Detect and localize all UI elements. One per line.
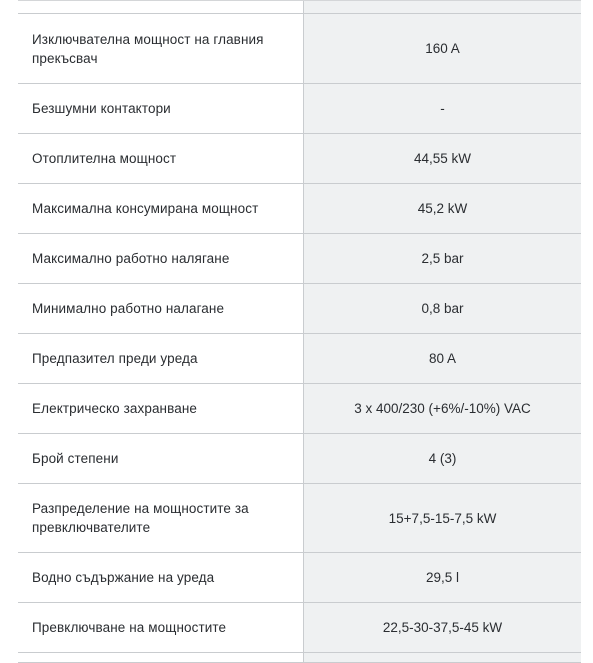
spec-label: Отоплителна мощност bbox=[18, 134, 304, 183]
spec-label: Безшумни контактори bbox=[18, 84, 304, 133]
table-row bbox=[18, 384, 581, 434]
spec-label: Разпределение на мощностите за превключвателите bbox=[18, 484, 304, 552]
spec-label: Брой степени bbox=[18, 434, 304, 483]
table-row bbox=[18, 134, 581, 184]
spec-value: 45,2 kW bbox=[304, 184, 581, 233]
table-row bbox=[18, 434, 581, 484]
spec-value: - bbox=[304, 84, 581, 133]
table-row bbox=[18, 284, 581, 334]
table-row bbox=[18, 234, 581, 284]
spec-label: Електрическо захранване bbox=[18, 384, 304, 433]
table-row bbox=[18, 184, 581, 234]
spec-label: Максимална консумирана мощност bbox=[18, 184, 304, 233]
spec-value: 15+7,5-15-7,5 kW bbox=[304, 484, 581, 552]
spec-value: 44,55 kW bbox=[304, 134, 581, 183]
table-row bbox=[18, 14, 581, 84]
spec-label: Максимално работно налягане bbox=[18, 234, 304, 283]
spec-label-empty bbox=[18, 1, 304, 13]
table-row-partial-bottom bbox=[18, 653, 581, 663]
specifications-table bbox=[18, 0, 581, 663]
spec-label: Минимално работно налагане bbox=[18, 284, 304, 333]
spec-value: 2,5 bar bbox=[304, 234, 581, 283]
table-row bbox=[18, 334, 581, 384]
table-row bbox=[18, 84, 581, 134]
table-row bbox=[18, 553, 581, 603]
spec-label: Водно съдържание на уреда bbox=[18, 553, 304, 602]
spec-label: Превключване на мощностите bbox=[18, 603, 304, 652]
spec-value: 22,5-30-37,5-45 kW bbox=[304, 603, 581, 652]
spec-value-empty bbox=[304, 1, 581, 13]
spec-value: 0,8 bar bbox=[304, 284, 581, 333]
table-row bbox=[18, 484, 581, 553]
spec-value: 160 A bbox=[304, 14, 581, 83]
spec-value: 3 x 400/230 (+6%/-10%) VAC bbox=[304, 384, 581, 433]
spec-value: 80 A bbox=[304, 334, 581, 383]
spec-value-empty bbox=[304, 653, 581, 662]
spec-label: Изключвателна мощност на главния прекъсвач bbox=[18, 14, 304, 83]
table-row-partial-top bbox=[18, 1, 581, 14]
spec-label-empty bbox=[18, 653, 304, 662]
spec-label: Предпазител преди уреда bbox=[18, 334, 304, 383]
table-row bbox=[18, 603, 581, 653]
spec-value: 4 (3) bbox=[304, 434, 581, 483]
spec-value: 29,5 l bbox=[304, 553, 581, 602]
